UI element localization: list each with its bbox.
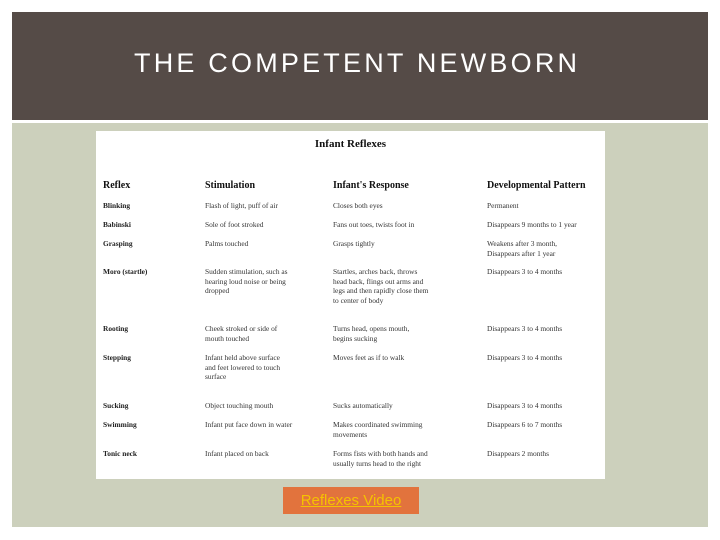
reflex-name: Swimming	[103, 420, 137, 429]
response-cell: Makes coordinated swimming movements	[333, 420, 423, 439]
pattern-cell: Disappears 2 months	[487, 449, 549, 458]
stimulation-cell: Cheek stroked or side of mouth touched	[205, 324, 278, 343]
column-header-stimulation: Stimulation	[205, 180, 256, 191]
reflex-name: Tonic neck	[103, 449, 138, 458]
response-cell: Sucks automatically	[333, 401, 393, 410]
table-title: Infant Reflexes	[314, 138, 387, 150]
stimulation-cell: Palms touched	[205, 239, 249, 248]
reflex-name: Moro (startle)	[103, 267, 148, 276]
pattern-cell: Disappears 3 to 4 months	[487, 324, 563, 333]
stimulation-cell: Infant held above surface and feet lowered to touch surface	[205, 353, 281, 382]
response-cell: Grasps tightly	[333, 239, 375, 248]
response-cell: Startles, arches back, throws head back, flings out arms and legs and then rapidly close them to center of body	[333, 267, 429, 305]
response-cell: Moves feet as if to walk	[333, 353, 405, 362]
reflex-name: Rooting	[103, 324, 129, 333]
reflex-name: Blinking	[103, 201, 131, 210]
reflexes-video-link[interactable]: Reflexes Video	[283, 487, 419, 514]
pattern-cell: Weakens after 3 month, Disappears after 1 year	[487, 239, 558, 258]
pattern-cell: Permanent	[487, 201, 519, 210]
reflex-name: Grasping	[103, 239, 133, 248]
reflex-table	[96, 131, 605, 479]
column-header-pattern: Developmental Pattern	[487, 180, 586, 191]
stimulation-cell: Sudden stimulation, such as hearing loud noise or being dropped	[205, 267, 288, 296]
column-header-response: Infant's Response	[333, 180, 409, 191]
pattern-cell: Disappears 3 to 4 months	[487, 353, 563, 362]
stimulation-cell: Object touching mouth	[205, 401, 274, 410]
pattern-cell: Disappears 9 months to 1 year	[487, 220, 577, 229]
response-cell: Fans out toes, twists foot in	[333, 220, 415, 229]
stimulation-cell: Flash of light, puff of air	[205, 201, 278, 210]
pattern-cell: Disappears 3 to 4 months	[487, 267, 563, 276]
stimulation-cell: Infant put face down in water	[205, 420, 293, 429]
stimulation-cell: Sole of foot stroked	[205, 220, 264, 229]
response-cell: Closes both eyes	[333, 201, 383, 210]
column-header-reflex: Reflex	[103, 180, 131, 191]
pattern-cell: Disappears 6 to 7 months	[487, 420, 563, 429]
slide-title: THE COMPETENT NEWBORN	[134, 48, 581, 78]
response-cell: Forms fists with both hands and usually turns head to the right	[333, 449, 428, 468]
reflex-name: Sucking	[103, 401, 129, 410]
reflex-name: Babinski	[103, 220, 131, 229]
response-cell: Turns head, opens mouth, begins sucking	[333, 324, 410, 343]
pattern-cell: Disappears 3 to 4 months	[487, 401, 563, 410]
reflex-name: Stepping	[103, 353, 131, 362]
stimulation-cell: Infant placed on back	[205, 449, 269, 458]
